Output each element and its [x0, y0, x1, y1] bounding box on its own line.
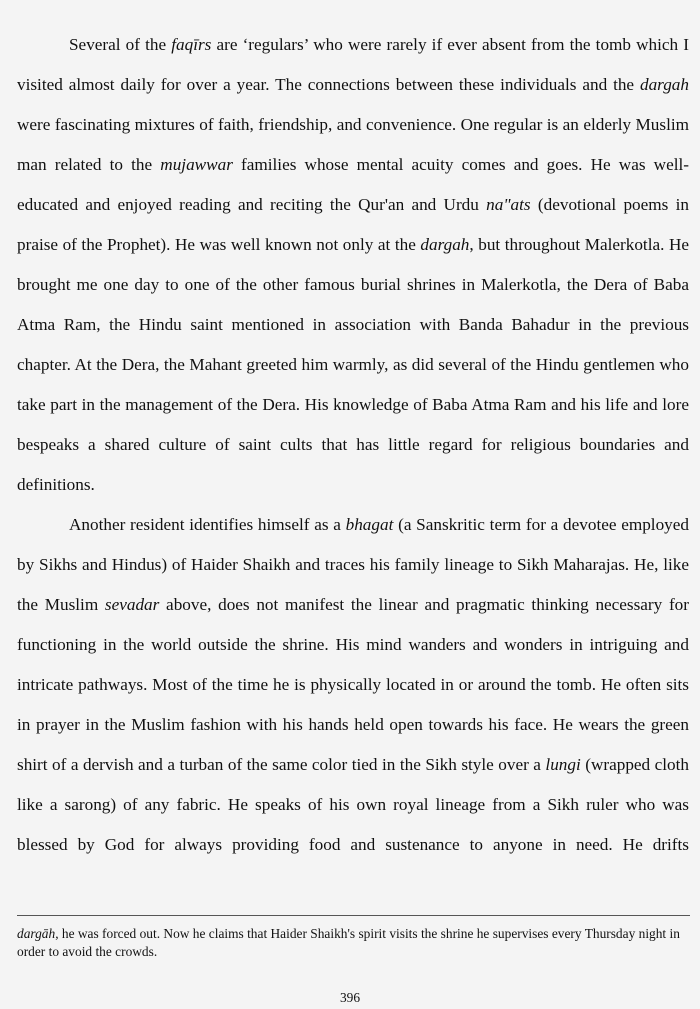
text-run: , but throughout Malerkotla. He brought me one day to one of the other famous burial shrines in Malerkotla, the Dera of Baba Atma Ram, the Hindu saint mentioned in association with Banda Bahadur in the previous chapter. At the Dera, the Mahant greeted him warmly, as did several of the Hindu gentlemen who take part in the management of the Dera. His knowledge of Baba Atma Ram and his life and lore bespeaks a shared culture of saint cults that has little regard for religious boundaries and definitions.	[17, 235, 689, 494]
italic-term: dargāh	[17, 926, 56, 941]
text-run: Several of the	[69, 35, 172, 54]
text-run: above, does not manifest the linear and pragmatic thinking necessary for functioning in the world outside the shrine. His mind wanders and wonders in intriguing and intricate pathways. Most of the time he is physically located in or around the tomb. He often sits in prayer in the Muslim fashion with his hands held open towards his face. He wears the green shirt of a dervish and a turban of the same color tied in the Sikh style over a	[17, 595, 690, 774]
page-number: 396	[339, 990, 361, 1005]
text-run: (a Sanskritic term for a devotee employed by Sikhs and Hindus) of Haider Shaikh and traces his family lineage to Sikh Maharajas. He, like the Muslim	[17, 515, 689, 614]
text-run: (devotional poems in praise of the Prophet). He was well known not only at the	[17, 195, 689, 254]
text-run: are ‘regulars’ who were rarely if ever absent from the tomb which I visited almost daily for over a year. The connections between these individuals and the	[17, 35, 689, 94]
text-run: families whose mental acuity comes and goes. He was well-educated and enjoyed reading and reciting the Qur'an and Urdu	[17, 155, 689, 214]
footnote-divider	[17, 915, 690, 916]
italic-term: dargah	[639, 75, 689, 94]
footnote-text	[17, 925, 689, 961]
italic-term: sevadar	[104, 595, 160, 614]
paragraph-regulars	[17, 25, 689, 505]
text-run: , he was forced out. Now he claims that Haider Shaikh's spirit visits the shrine he supervises every Thursday night in order to avoid the crowds.	[17, 926, 680, 959]
italic-term: mujawwar	[160, 155, 233, 174]
paragraph-bhagat	[17, 505, 689, 865]
italic-term: dargah	[420, 235, 470, 254]
italic-term: bhagat	[345, 515, 394, 534]
italic-term: faqīrs	[171, 35, 212, 54]
text-run: (wrapped cloth like a sarong) of any fabric. He speaks of his own royal lineage from a Sikh ruler who was blessed by God for always providing food and sustenance to anyone in need. He drifts	[17, 755, 689, 854]
text-run: were fascinating mixtures of faith, friendship, and convenience. One regular is an elderly Muslim man related to the	[17, 115, 689, 174]
body-text	[17, 25, 689, 865]
italic-term: na"ats	[486, 195, 531, 214]
text-run: Another resident identifies himself as a	[69, 515, 346, 534]
italic-term: lungi	[545, 755, 581, 774]
